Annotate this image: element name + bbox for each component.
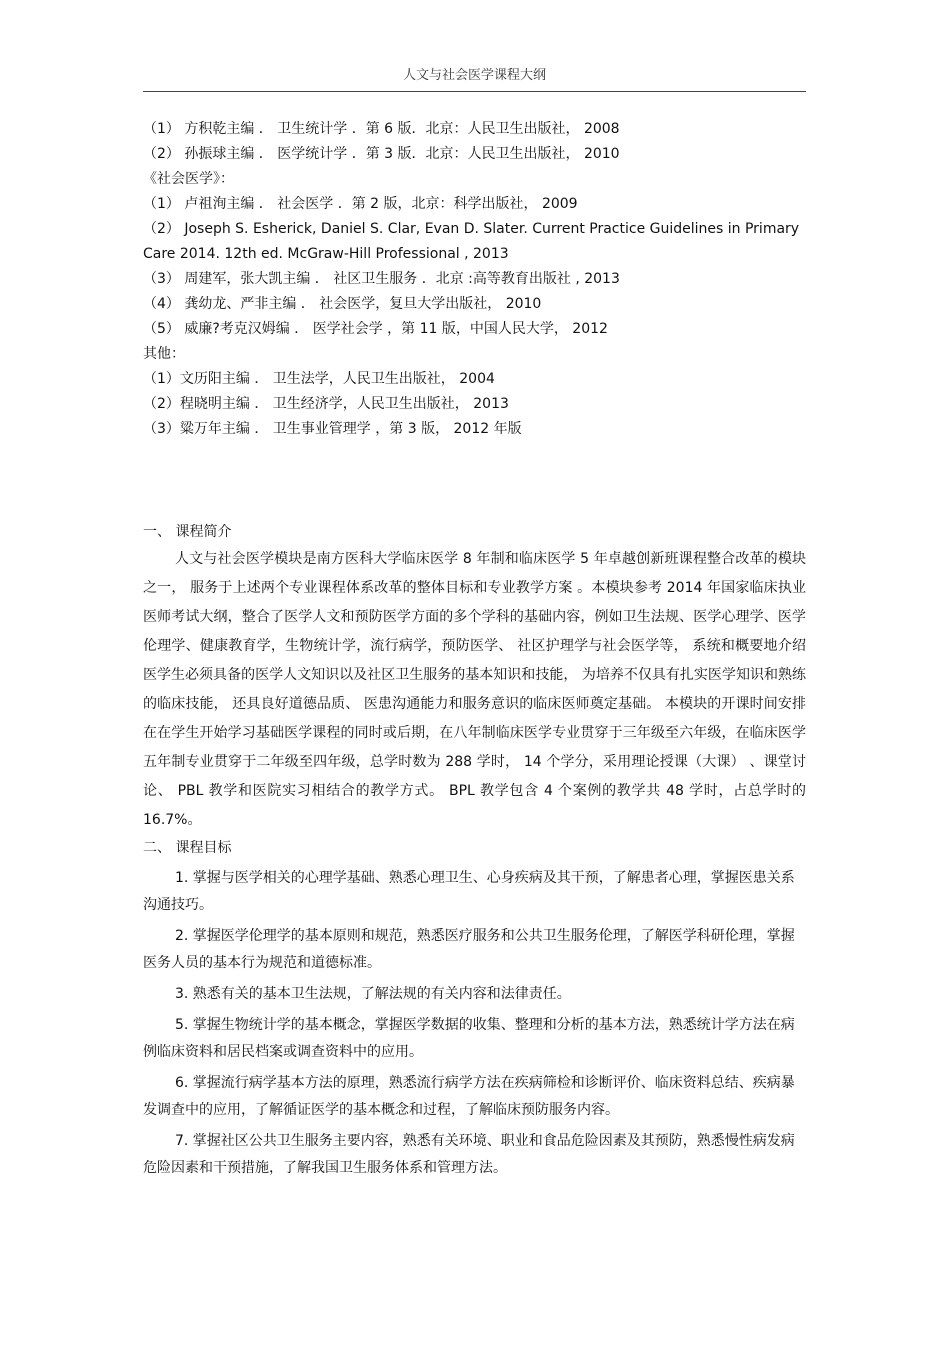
- reference-item: （2） Joseph S. Esherick, Daniel S. Clar, Evan D. Slater. Current Practice Guidelines in Primary Care 2014. 12th ed. McGraw-Hill Professional , 2013: [143, 221, 800, 262]
- document-body: [143, 519, 806, 1182]
- reference-item: （1） 卢祖洵主编 ． 社会医学 ．第 2 版，北京：科学出版社， 2009: [143, 196, 578, 212]
- reference-item: （1）文历阳主编 ． 卫生法学，人民卫生出版社， 2004: [143, 371, 495, 387]
- header-rule: [143, 91, 806, 92]
- reference-group-title: 《社会医学》：: [143, 171, 234, 187]
- reference-list: [143, 117, 806, 442]
- reference-group-title: 其他：: [143, 346, 185, 362]
- goal-item: 5. 掌握生物统计学的基本概念，掌握医学数据的收集、整理和分析的基本方法，熟悉统计学方法在病例临床资料和居民档案或调查资料中的应用。: [143, 1017, 795, 1060]
- reference-item: （3） 周建军，张大凯主编 ． 社区卫生服务 ．北京 :高等教育出版社 , 2013: [143, 271, 620, 287]
- page-header: 人文与社会医学课程大纲: [402, 68, 546, 83]
- section-heading-intro: 一、 课程简介: [143, 524, 232, 540]
- reference-item: （2）程晓明主编 ． 卫生经济学，人民卫生出版社， 2013: [143, 396, 509, 412]
- reference-item: （4） 龚幼龙、严非主编 ． 社会医学，复旦大学出版社， 2010: [143, 296, 542, 312]
- intro-paragraph: 人文与社会医学模块是南方医科大学临床医学 8 年制和临床医学 5 年卓越创新班课程整合改革的模块之一， 服务于上述两个专业课程体系改革的整体目标和专业教学方案 。本模块参考 2014 年国家临床执业医师考试大纲，整合了医学人文和预防医学方面的多个学科的基础内容，例如卫生法规、医学心理学、医学伦理学、健康教育学，生物统计学，流行病学，预防医学、 社区护理学与社会医学等， 系统和概要地介绍医学生必须具备的医学人文知识以及社区卫生服务的基本知识和技能， 为培养不仅具有扎实医学知识和熟练的临床技能， 还具良好道德品质、 医患沟通能力和服务意识的临床医师奠定基础。 本模块的开课时间安排在在学生开始学习基础医学课程的同时或后期，在八年制临床医学专业贯穿于三年级至六年级，在临床医学五年制专业贯穿于二年级至四年级，总学时数为 288 学时， 14 个学分，采用理论授课（大课） 、课堂讨论、 PBL 教学和医院实习相结合的教学方式。 BPL 教学包含 4 个案例的教学共 48 学时，占总学时的 16.7%。: [143, 551, 806, 828]
- section-heading-goals: 二、 课程目标: [143, 840, 232, 856]
- goal-item: 7. 掌握社区公共卫生服务主要内容，熟悉有关环境、职业和食品危险因素及其预防，熟悉慢性病发病危险因素和干预措施，了解我国卫生服务体系和管理方法。: [143, 1133, 795, 1176]
- goal-item: 3. 熟悉有关的基本卫生法规，了解法规的有关内容和法律责任。: [175, 986, 571, 1002]
- reference-item: （5） 威廉?考克汉姆编 ． 医学社会学 ，第 11 版，中国人民大学， 2012: [143, 321, 608, 337]
- goal-item: 2. 掌握医学伦理学的基本原则和规范，熟悉医疗服务和公共卫生服务伦理，了解医学科研伦理，掌握医务人员的基本行为规范和道德标准。: [143, 928, 795, 971]
- reference-item: （3）粱万年主编 ． 卫生事业管理学 ，第 3 版， 2012 年版: [143, 421, 522, 437]
- goal-item: 6. 掌握流行病学基本方法的原理，熟悉流行病学方法在疾病筛检和诊断评价、临床资料总结、疾病暴发调查中的应用，了解循证医学的基本概念和过程，了解临床预防服务内容。: [143, 1075, 795, 1118]
- reference-item: （1） 方积乾主编 ． 卫生统计学 ．第 6 版．北京：人民卫生出版社， 2008: [143, 121, 620, 137]
- reference-item: （2） 孙振球主编 ． 医学统计学 ．第 3 版．北京：人民卫生出版社， 2010: [143, 146, 620, 162]
- goal-item: 1. 掌握与医学相关的心理学基础、熟悉心理卫生、心身疾病及其干预，了解患者心理，掌握医患关系沟通技巧。: [143, 870, 795, 913]
